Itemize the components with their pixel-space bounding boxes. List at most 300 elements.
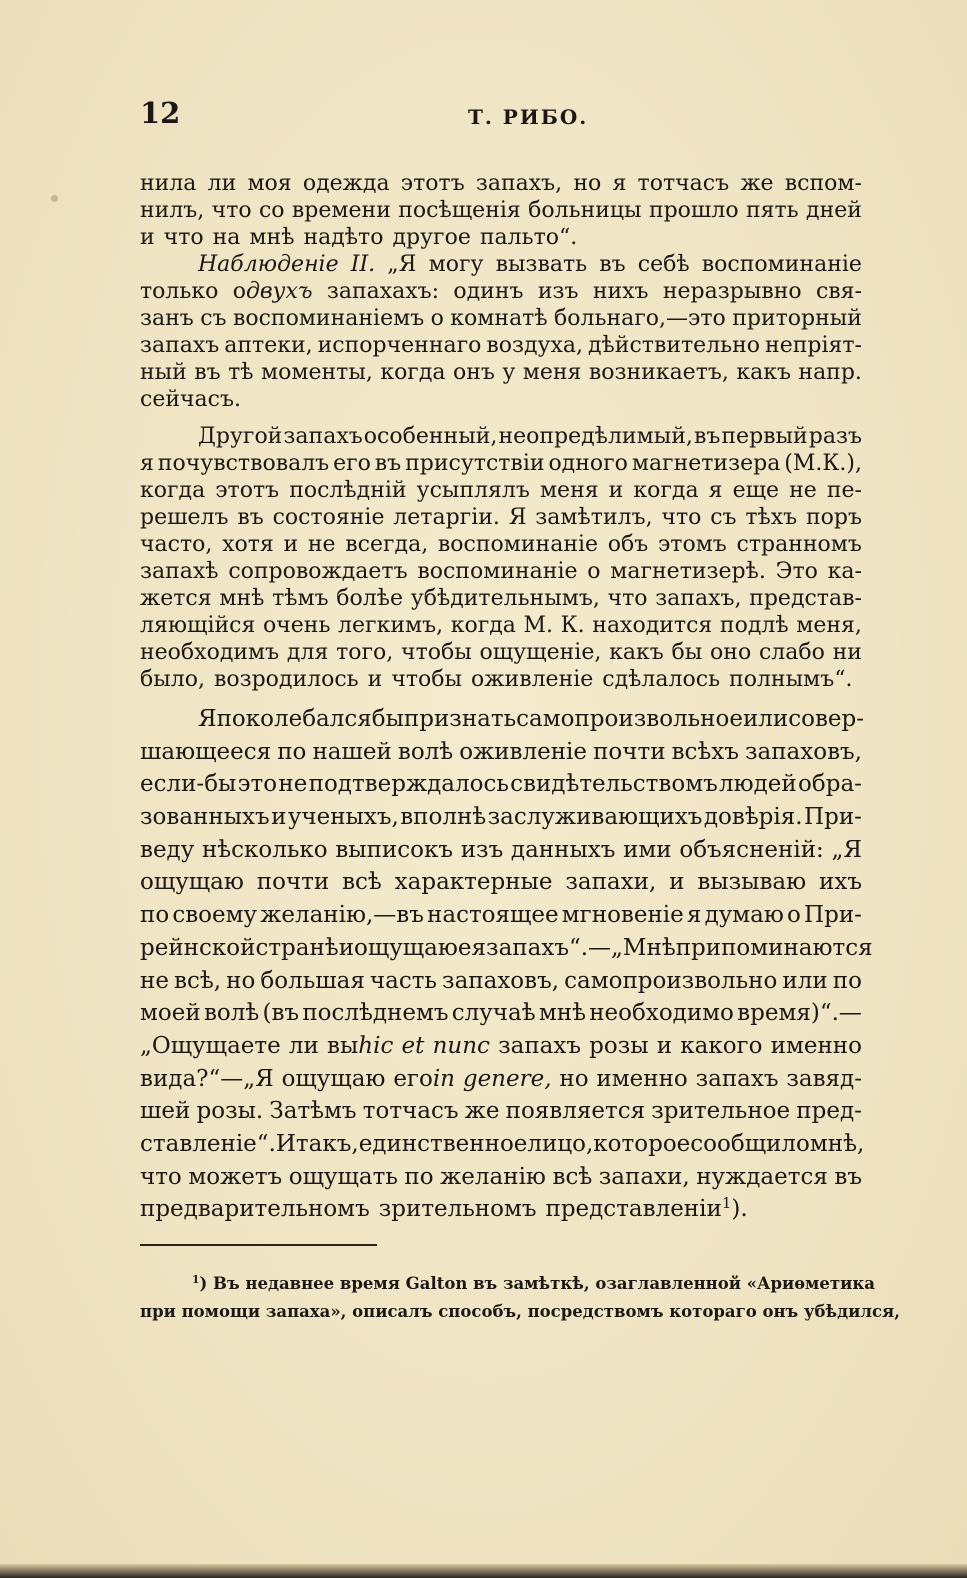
text: К. [560, 613, 585, 638]
text: случаѣ [451, 1000, 536, 1027]
text: могу [428, 252, 484, 277]
word [249, 224, 294, 251]
text: которое [593, 1130, 691, 1157]
text: Итакъ, [275, 1130, 359, 1157]
text: чтобы [401, 640, 472, 665]
text: подлѣ [719, 613, 789, 638]
text: я [140, 451, 154, 476]
text: шей [140, 1098, 191, 1125]
text: волѣ [397, 738, 454, 765]
word [272, 585, 329, 612]
word [806, 197, 862, 224]
text: и [608, 478, 624, 503]
word [345, 531, 428, 558]
word [480, 639, 602, 666]
text: поколебался [216, 706, 372, 732]
word [687, 899, 702, 932]
word [411, 585, 600, 612]
text: нихъ [592, 279, 649, 304]
text: пальто“. [479, 225, 578, 250]
text: чтобы [391, 667, 463, 692]
text: возникаетъ, [588, 360, 729, 385]
running-head [140, 96, 862, 132]
text-line [140, 768, 862, 801]
text: магнетизерѣ. [610, 559, 766, 584]
text-line [140, 531, 862, 558]
word [372, 703, 404, 736]
text: Я [198, 706, 217, 732]
text: какъ [736, 360, 791, 385]
text: своему [172, 902, 258, 929]
text: самопроизвольное [516, 706, 743, 732]
word [486, 332, 583, 359]
text: совер- [788, 706, 865, 732]
text: тотчасъ [637, 171, 730, 196]
word [719, 768, 797, 801]
page-edge [0, 1564, 967, 1578]
text: и [367, 667, 383, 692]
text: какъ [609, 640, 664, 665]
paragraph [140, 703, 873, 1226]
text: можетъ [188, 1163, 283, 1190]
word [398, 197, 521, 224]
word [589, 997, 734, 1030]
word [651, 1095, 790, 1128]
word [194, 359, 220, 386]
word [427, 899, 559, 932]
text-line [140, 965, 862, 998]
text: онъ [452, 360, 495, 385]
text: что [607, 586, 648, 611]
word [318, 332, 482, 359]
text: ощущаю [281, 1065, 386, 1092]
word [287, 639, 328, 666]
word [302, 997, 448, 1030]
word [368, 666, 383, 693]
word [609, 639, 664, 666]
word [737, 997, 862, 1030]
word [312, 736, 391, 769]
word [440, 1161, 546, 1194]
word [834, 1161, 862, 1194]
text-line [140, 224, 862, 251]
footnote-rule [140, 1244, 377, 1246]
word [593, 1128, 690, 1161]
word [140, 170, 196, 197]
text: времени [291, 198, 391, 223]
word [288, 801, 399, 834]
text: замѣтилъ, [535, 505, 653, 530]
text: усыплялъ [416, 478, 530, 503]
text: вспом- [784, 171, 862, 196]
text: въ [194, 360, 221, 385]
paragraph [140, 423, 862, 693]
word [784, 450, 862, 477]
text: странѣ [255, 934, 339, 961]
paper-stain [51, 195, 58, 202]
word [140, 1063, 274, 1096]
word [277, 736, 306, 769]
text-line [140, 997, 862, 1030]
word [702, 251, 862, 278]
text-line [140, 666, 862, 693]
word [831, 834, 862, 867]
text: того, [336, 640, 394, 665]
footnote-ref: 1 [721, 1194, 732, 1213]
text: ощущать [288, 1163, 398, 1190]
text: зрительномъ [378, 1196, 537, 1223]
text: въ [834, 1163, 862, 1190]
text: болѣе [336, 586, 404, 611]
text: жется [140, 586, 212, 611]
text-line [140, 1095, 862, 1128]
word [589, 359, 729, 386]
word [198, 703, 217, 736]
word [401, 170, 465, 197]
word [749, 585, 862, 612]
text-line [140, 170, 862, 197]
word [217, 703, 372, 736]
word [140, 504, 229, 531]
text: объясненій: [679, 836, 824, 863]
text: меня [522, 360, 582, 385]
text: я [612, 171, 627, 196]
text: надѣто [303, 225, 384, 250]
word [745, 736, 862, 769]
text-line [140, 866, 862, 899]
paragraph-gap [140, 413, 862, 423]
word [289, 477, 406, 504]
text: волѣ [203, 1000, 260, 1027]
text: (М.К.), [784, 451, 862, 476]
text: когда [633, 478, 699, 503]
paragraph [140, 251, 862, 413]
text: Затѣмъ [269, 1098, 357, 1125]
text: аптеки, [224, 333, 313, 358]
word [303, 170, 390, 197]
text-line [140, 801, 862, 834]
text: рейнской [140, 934, 256, 961]
text-line [140, 1161, 862, 1194]
text-line [140, 504, 862, 531]
text: занъ [140, 306, 194, 331]
text: что [661, 505, 702, 530]
word [471, 666, 593, 693]
text: запаховъ, [442, 967, 560, 994]
text: убѣдительнымъ, [410, 586, 600, 611]
text: одного [548, 451, 628, 476]
text: воспоминаніе [417, 559, 578, 584]
word [405, 450, 544, 477]
text: ка- [827, 559, 862, 584]
text: очень [262, 613, 331, 638]
text: нила [140, 171, 197, 196]
footnote-text-start [192, 1270, 875, 1298]
word [398, 736, 453, 769]
word [228, 359, 253, 386]
text: прошло [648, 198, 739, 223]
text: большая [260, 967, 365, 994]
text: именно [770, 1032, 862, 1059]
text: себѣ [637, 252, 690, 277]
word [303, 224, 383, 251]
word [782, 965, 827, 998]
word [816, 278, 862, 305]
text: запахи, [565, 869, 657, 896]
text: моей [140, 1000, 201, 1027]
text: же [740, 171, 774, 196]
word [736, 359, 791, 386]
word [527, 1128, 593, 1161]
text: ни [832, 640, 862, 665]
text-line [140, 423, 862, 450]
word [599, 1161, 690, 1194]
word [140, 899, 169, 932]
word [327, 1030, 393, 1063]
text: предварительномъ [140, 1196, 370, 1223]
word [140, 386, 241, 413]
word [204, 997, 259, 1030]
text: довѣрія. [703, 804, 803, 831]
text: его [333, 451, 371, 476]
text: ляющійся [140, 613, 256, 638]
word [608, 531, 649, 558]
word [309, 768, 509, 801]
word [188, 1161, 282, 1194]
word [709, 477, 723, 504]
word [796, 1095, 862, 1128]
text: Я [508, 505, 527, 530]
word [705, 899, 784, 932]
text: по [832, 967, 862, 994]
word [401, 639, 472, 666]
text: когда [380, 360, 446, 385]
italic-text: Наблюденіе [198, 252, 339, 277]
text: воспоминаніе [437, 532, 599, 557]
text: непріят- [765, 333, 862, 358]
text: запаховъ, [744, 738, 862, 765]
word [596, 1063, 687, 1096]
word [502, 359, 515, 386]
word [450, 305, 547, 332]
text: магнетизера [631, 451, 781, 476]
word [402, 1030, 425, 1063]
word [516, 703, 743, 736]
text: ощущаю [354, 934, 458, 961]
word [404, 703, 516, 736]
italic-text: hic [358, 1032, 394, 1059]
text: объ [607, 532, 649, 557]
word [592, 612, 712, 639]
word [609, 477, 624, 504]
text: мгновеніе [561, 902, 684, 929]
text-line [140, 585, 862, 612]
text: послѣдній [289, 478, 407, 503]
text: не [278, 771, 308, 798]
text: появляется [505, 1098, 646, 1125]
text: именно [596, 1065, 688, 1092]
text: этотъ [400, 171, 465, 196]
text: о [787, 902, 801, 929]
word [260, 899, 424, 932]
word [140, 224, 155, 251]
word [219, 585, 264, 612]
word [553, 1161, 593, 1194]
word [375, 450, 401, 477]
word [395, 866, 553, 899]
word [496, 251, 588, 278]
word [257, 866, 329, 899]
text-line [140, 278, 862, 305]
word [140, 332, 219, 359]
text: припоминаются [675, 934, 873, 961]
text: вполнѣ [400, 804, 487, 831]
text: выписокъ [335, 836, 453, 863]
word [140, 1030, 281, 1063]
text: всегда, [345, 532, 429, 557]
word [140, 801, 270, 834]
text: Это [775, 559, 818, 584]
word [370, 965, 437, 998]
word [214, 666, 359, 693]
word [224, 332, 312, 359]
text: шающееся [140, 738, 272, 765]
text-line [140, 703, 865, 736]
word [548, 450, 627, 477]
word [587, 558, 600, 585]
word [202, 834, 328, 867]
text: съ [710, 505, 737, 530]
word [393, 1063, 455, 1096]
text: по [140, 902, 170, 929]
text-line [140, 834, 862, 867]
text: еще [732, 478, 780, 503]
word [488, 801, 703, 834]
text: ощущеніе, [479, 640, 602, 665]
italic-text: двухъ [245, 279, 313, 304]
word [623, 834, 672, 867]
word [672, 639, 703, 666]
text: вызвать [495, 252, 588, 277]
word [391, 666, 462, 693]
text: желанію [440, 1163, 546, 1190]
word [164, 224, 204, 251]
text: когда [140, 478, 206, 503]
text: почувствовалъ [157, 451, 330, 476]
text: и [656, 1032, 673, 1059]
text: или [782, 967, 828, 994]
word [697, 866, 806, 899]
text: ставленіе“. [140, 1130, 276, 1157]
text: всѣхъ [671, 738, 739, 765]
word [540, 477, 599, 504]
text: этомъ [657, 532, 727, 557]
text-line [140, 477, 862, 504]
word [174, 965, 221, 998]
text: было, [140, 667, 205, 692]
word [140, 359, 187, 386]
footnote-line [140, 1270, 875, 1298]
text: Другой [198, 424, 283, 449]
text: розы. [196, 1098, 264, 1125]
word [633, 477, 698, 504]
word [679, 834, 823, 867]
text: не [140, 967, 169, 994]
word [255, 932, 338, 965]
word [417, 558, 577, 585]
text: слабо [758, 640, 825, 665]
text: для [286, 640, 329, 665]
word [261, 359, 373, 386]
text: приторный [732, 306, 862, 331]
text: это [237, 771, 278, 798]
word [458, 932, 486, 965]
word [453, 359, 495, 386]
word [498, 1030, 581, 1063]
text: завяд- [786, 1065, 862, 1092]
text: моменты, [261, 360, 373, 385]
word [140, 834, 194, 867]
word [140, 1161, 182, 1194]
footnote-marker: 1 [192, 1273, 200, 1287]
word [509, 504, 527, 531]
text: у [502, 360, 516, 385]
word [776, 558, 818, 585]
text: нуждается [696, 1163, 828, 1190]
word [140, 450, 154, 477]
word [696, 1063, 779, 1096]
text: почти [256, 869, 330, 896]
word [704, 801, 803, 834]
text: пять [745, 198, 799, 223]
text: признать [403, 706, 517, 732]
text: одинъ [453, 279, 524, 304]
word [789, 477, 817, 504]
text: что [211, 198, 252, 223]
word [442, 965, 559, 998]
word [359, 1128, 528, 1161]
text: почти [593, 738, 666, 765]
text: представленіи [545, 1196, 722, 1223]
text: М. [523, 613, 554, 638]
text: сейчасъ. [140, 387, 241, 412]
text: ли [288, 1032, 319, 1059]
word [198, 251, 339, 278]
word [429, 251, 484, 278]
word [721, 423, 807, 450]
word [289, 1030, 319, 1063]
word [278, 768, 307, 801]
text: запахъ, [475, 171, 563, 196]
text: ный [140, 360, 187, 385]
word [524, 612, 554, 639]
word [433, 1030, 490, 1063]
text-line [140, 450, 862, 477]
text: всѣ, [174, 967, 222, 994]
text: мнѣ [538, 1000, 586, 1027]
text: характерные [394, 869, 553, 896]
word [339, 932, 354, 965]
word [511, 834, 615, 867]
word [562, 899, 684, 932]
word [222, 531, 274, 558]
text: что [140, 1163, 182, 1190]
word [140, 932, 255, 965]
word [140, 736, 271, 769]
word [453, 278, 523, 305]
word [804, 899, 862, 932]
text: ими [623, 836, 672, 863]
